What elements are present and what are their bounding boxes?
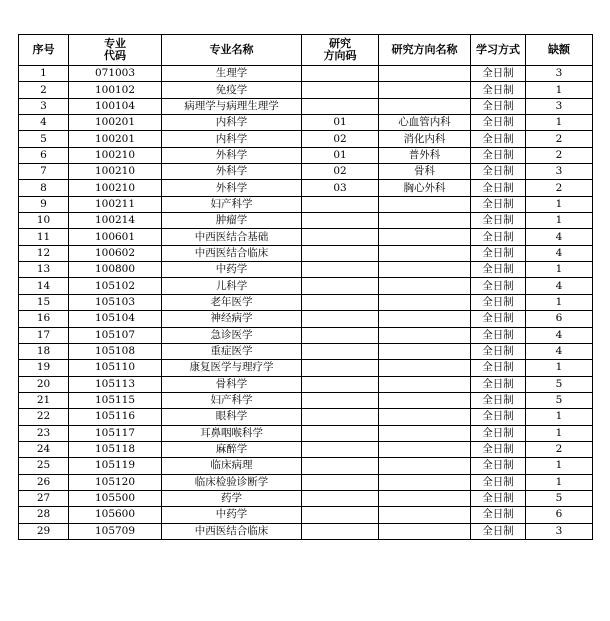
cell-major-code: 105110 — [69, 360, 162, 376]
table-row — [19, 441, 593, 457]
header-study-mode: 学习方式 — [471, 35, 526, 66]
table-row — [19, 245, 593, 261]
cell-vacancies: 5 — [526, 376, 593, 392]
cell-serial-number: 21 — [19, 392, 69, 408]
cell-study-mode: 全日制 — [471, 196, 526, 212]
cell-major-name: 眼科学 — [162, 409, 302, 425]
cell-major-name: 临床病理 — [162, 458, 302, 474]
cell-major-code: 105115 — [69, 392, 162, 408]
cell-vacancies: 2 — [526, 441, 593, 457]
cell-serial-number: 11 — [19, 229, 69, 245]
cell-direction-name — [379, 507, 471, 523]
cell-study-mode: 全日制 — [471, 458, 526, 474]
cell-major-code: 105116 — [69, 409, 162, 425]
cell-major-name: 儿科学 — [162, 278, 302, 294]
cell-vacancies: 2 — [526, 131, 593, 147]
cell-major-name: 肿瘤学 — [162, 213, 302, 229]
cell-major-name: 药学 — [162, 490, 302, 506]
cell-vacancies: 3 — [526, 98, 593, 114]
cell-direction-name — [379, 360, 471, 376]
table-row — [19, 229, 593, 245]
cell-direction-name: 消化内科 — [379, 131, 471, 147]
cell-serial-number: 6 — [19, 147, 69, 163]
cell-vacancies: 1 — [526, 458, 593, 474]
header-major-code-line2: 代码 — [104, 49, 126, 62]
cell-study-mode: 全日制 — [471, 278, 526, 294]
cell-major-code: 105600 — [69, 507, 162, 523]
cell-direction-code — [302, 82, 379, 98]
cell-study-mode: 全日制 — [471, 507, 526, 523]
cell-vacancies: 1 — [526, 262, 593, 278]
table-row — [19, 523, 593, 539]
header-major-name: 专业名称 — [162, 35, 302, 66]
cell-major-name: 外科学 — [162, 164, 302, 180]
cell-serial-number: 23 — [19, 425, 69, 441]
cell-study-mode: 全日制 — [471, 311, 526, 327]
cell-direction-name: 普外科 — [379, 147, 471, 163]
header-row — [19, 35, 593, 66]
cell-major-code: 100102 — [69, 82, 162, 98]
cell-direction-name — [379, 196, 471, 212]
cell-direction-name: 骨科 — [379, 164, 471, 180]
cell-major-code: 105120 — [69, 474, 162, 490]
table-row — [19, 294, 593, 310]
header-major-code-line1: 专业 — [104, 37, 126, 50]
cell-direction-code — [302, 343, 379, 359]
cell-direction-code — [302, 523, 379, 539]
cell-vacancies: 5 — [526, 490, 593, 506]
cell-serial-number: 2 — [19, 82, 69, 98]
cell-direction-code: 01 — [302, 115, 379, 131]
cell-direction-code — [302, 278, 379, 294]
cell-major-code: 105102 — [69, 278, 162, 294]
cell-major-name: 老年医学 — [162, 294, 302, 310]
table-row — [19, 196, 593, 212]
table-row — [19, 164, 593, 180]
cell-major-name: 重症医学 — [162, 343, 302, 359]
cell-direction-code — [302, 458, 379, 474]
table-row — [19, 180, 593, 196]
cell-direction-name — [379, 229, 471, 245]
table-row — [19, 425, 593, 441]
cell-vacancies: 1 — [526, 82, 593, 98]
cell-major-code: 105107 — [69, 327, 162, 343]
cell-study-mode: 全日制 — [471, 474, 526, 490]
cell-major-name: 妇产科学 — [162, 196, 302, 212]
cell-study-mode: 全日制 — [471, 147, 526, 163]
vacancy-table — [18, 34, 593, 540]
cell-serial-number: 19 — [19, 360, 69, 376]
table-row — [19, 343, 593, 359]
cell-major-name: 急诊医学 — [162, 327, 302, 343]
cell-major-name: 中药学 — [162, 262, 302, 278]
cell-major-code: 100210 — [69, 164, 162, 180]
cell-vacancies: 1 — [526, 196, 593, 212]
cell-major-code: 105108 — [69, 343, 162, 359]
cell-study-mode: 全日制 — [471, 164, 526, 180]
cell-major-code: 100104 — [69, 98, 162, 114]
cell-vacancies: 4 — [526, 343, 593, 359]
cell-study-mode: 全日制 — [471, 327, 526, 343]
cell-vacancies: 1 — [526, 409, 593, 425]
cell-major-code: 100602 — [69, 245, 162, 261]
cell-vacancies: 6 — [526, 311, 593, 327]
cell-vacancies: 4 — [526, 327, 593, 343]
cell-direction-name — [379, 294, 471, 310]
cell-major-code: 105500 — [69, 490, 162, 506]
cell-major-name: 病理学与病理生理学 — [162, 98, 302, 114]
cell-major-code: 100214 — [69, 213, 162, 229]
cell-study-mode: 全日制 — [471, 376, 526, 392]
cell-study-mode: 全日制 — [471, 262, 526, 278]
cell-direction-name — [379, 66, 471, 82]
cell-major-name: 麻醉学 — [162, 441, 302, 457]
cell-major-code: 071003 — [69, 66, 162, 82]
cell-direction-code — [302, 294, 379, 310]
cell-major-name: 免疫学 — [162, 82, 302, 98]
cell-direction-name — [379, 441, 471, 457]
table-row — [19, 507, 593, 523]
cell-direction-name — [379, 262, 471, 278]
header-direction-name: 研究方向名称 — [379, 35, 471, 66]
cell-serial-number: 26 — [19, 474, 69, 490]
cell-major-code: 100201 — [69, 131, 162, 147]
cell-direction-code — [302, 66, 379, 82]
cell-direction-code — [302, 98, 379, 114]
cell-serial-number: 5 — [19, 131, 69, 147]
cell-direction-code: 03 — [302, 180, 379, 196]
cell-study-mode: 全日制 — [471, 392, 526, 408]
cell-serial-number: 15 — [19, 294, 69, 310]
table-row — [19, 311, 593, 327]
cell-major-name: 神经病学 — [162, 311, 302, 327]
table-row — [19, 278, 593, 294]
cell-major-name: 中药学 — [162, 507, 302, 523]
cell-direction-name — [379, 425, 471, 441]
table-row — [19, 490, 593, 506]
cell-direction-code: 01 — [302, 147, 379, 163]
cell-vacancies: 1 — [526, 294, 593, 310]
cell-major-name: 临床检验诊断学 — [162, 474, 302, 490]
header-serial-number: 序号 — [19, 35, 69, 66]
cell-serial-number: 24 — [19, 441, 69, 457]
cell-direction-code — [302, 311, 379, 327]
cell-direction-name — [379, 343, 471, 359]
table-row — [19, 392, 593, 408]
cell-major-name: 康复医学与理疗学 — [162, 360, 302, 376]
cell-direction-code — [302, 196, 379, 212]
cell-direction-name — [379, 311, 471, 327]
cell-direction-name — [379, 392, 471, 408]
cell-direction-code — [302, 376, 379, 392]
cell-direction-code — [302, 360, 379, 376]
cell-study-mode: 全日制 — [471, 294, 526, 310]
cell-direction-name — [379, 409, 471, 425]
cell-direction-name — [379, 98, 471, 114]
cell-study-mode: 全日制 — [471, 229, 526, 245]
cell-direction-name — [379, 474, 471, 490]
cell-direction-code — [302, 327, 379, 343]
cell-vacancies: 1 — [526, 115, 593, 131]
cell-serial-number: 13 — [19, 262, 69, 278]
cell-direction-code — [302, 441, 379, 457]
cell-serial-number: 17 — [19, 327, 69, 343]
cell-serial-number: 8 — [19, 180, 69, 196]
cell-study-mode: 全日制 — [471, 82, 526, 98]
cell-study-mode: 全日制 — [471, 490, 526, 506]
cell-direction-code — [302, 507, 379, 523]
cell-serial-number: 20 — [19, 376, 69, 392]
cell-serial-number: 18 — [19, 343, 69, 359]
cell-major-code: 100210 — [69, 180, 162, 196]
cell-direction-code — [302, 262, 379, 278]
cell-serial-number: 16 — [19, 311, 69, 327]
cell-serial-number: 4 — [19, 115, 69, 131]
cell-vacancies: 4 — [526, 245, 593, 261]
table-row — [19, 66, 593, 82]
cell-direction-name — [379, 523, 471, 539]
cell-serial-number: 10 — [19, 213, 69, 229]
cell-direction-name — [379, 327, 471, 343]
cell-direction-name — [379, 376, 471, 392]
header-major-code — [69, 35, 162, 66]
cell-vacancies: 2 — [526, 180, 593, 196]
cell-vacancies: 6 — [526, 507, 593, 523]
cell-study-mode: 全日制 — [471, 343, 526, 359]
cell-serial-number: 29 — [19, 523, 69, 539]
table-row — [19, 82, 593, 98]
table-row — [19, 458, 593, 474]
cell-major-name: 内科学 — [162, 115, 302, 131]
cell-study-mode: 全日制 — [471, 523, 526, 539]
cell-major-name: 骨科学 — [162, 376, 302, 392]
table-row — [19, 98, 593, 114]
cell-vacancies: 2 — [526, 147, 593, 163]
cell-study-mode: 全日制 — [471, 180, 526, 196]
cell-serial-number: 7 — [19, 164, 69, 180]
cell-study-mode: 全日制 — [471, 425, 526, 441]
header-vacancies: 缺额 — [526, 35, 593, 66]
cell-major-code: 105104 — [69, 311, 162, 327]
cell-major-code: 100201 — [69, 115, 162, 131]
table-row — [19, 474, 593, 490]
cell-major-name: 生理学 — [162, 66, 302, 82]
cell-major-code: 100210 — [69, 147, 162, 163]
cell-major-name: 外科学 — [162, 147, 302, 163]
cell-direction-code — [302, 474, 379, 490]
cell-serial-number: 9 — [19, 196, 69, 212]
cell-study-mode: 全日制 — [471, 66, 526, 82]
cell-direction-code — [302, 245, 379, 261]
cell-study-mode: 全日制 — [471, 360, 526, 376]
cell-direction-code — [302, 392, 379, 408]
cell-serial-number: 14 — [19, 278, 69, 294]
cell-direction-code — [302, 213, 379, 229]
cell-major-code: 100211 — [69, 196, 162, 212]
table-body — [19, 66, 593, 540]
cell-direction-name — [379, 245, 471, 261]
cell-study-mode: 全日制 — [471, 213, 526, 229]
cell-major-code: 100800 — [69, 262, 162, 278]
table-row — [19, 131, 593, 147]
header-direction-code-line2: 方向码 — [323, 49, 357, 62]
cell-major-code: 105118 — [69, 441, 162, 457]
cell-vacancies: 3 — [526, 164, 593, 180]
cell-serial-number: 27 — [19, 490, 69, 506]
cell-direction-code — [302, 425, 379, 441]
cell-serial-number: 28 — [19, 507, 69, 523]
cell-study-mode: 全日制 — [471, 131, 526, 147]
header-direction-code — [302, 35, 379, 66]
cell-study-mode: 全日制 — [471, 98, 526, 114]
cell-direction-name — [379, 490, 471, 506]
table-row — [19, 213, 593, 229]
cell-study-mode: 全日制 — [471, 441, 526, 457]
cell-direction-name — [379, 213, 471, 229]
cell-major-code: 105709 — [69, 523, 162, 539]
cell-vacancies: 1 — [526, 213, 593, 229]
cell-serial-number: 12 — [19, 245, 69, 261]
cell-major-name: 中西医结合基础 — [162, 229, 302, 245]
table-row — [19, 327, 593, 343]
cell-major-code: 105119 — [69, 458, 162, 474]
cell-direction-name: 心血管内科 — [379, 115, 471, 131]
table-row — [19, 376, 593, 392]
table-row — [19, 360, 593, 376]
cell-vacancies: 1 — [526, 360, 593, 376]
cell-vacancies: 4 — [526, 229, 593, 245]
cell-direction-code: 02 — [302, 131, 379, 147]
cell-major-name: 中西医结合临床 — [162, 245, 302, 261]
cell-major-code: 105103 — [69, 294, 162, 310]
cell-direction-name — [379, 278, 471, 294]
cell-major-name: 内科学 — [162, 131, 302, 147]
table-row — [19, 115, 593, 131]
cell-study-mode: 全日制 — [471, 245, 526, 261]
cell-serial-number: 3 — [19, 98, 69, 114]
cell-major-code: 105113 — [69, 376, 162, 392]
cell-vacancies: 5 — [526, 392, 593, 408]
cell-serial-number: 1 — [19, 66, 69, 82]
cell-direction-name — [379, 458, 471, 474]
cell-direction-code — [302, 409, 379, 425]
cell-vacancies: 1 — [526, 474, 593, 490]
cell-serial-number: 25 — [19, 458, 69, 474]
cell-direction-name — [379, 82, 471, 98]
cell-major-code: 100601 — [69, 229, 162, 245]
cell-direction-code: 02 — [302, 164, 379, 180]
cell-major-code: 105117 — [69, 425, 162, 441]
table-row — [19, 262, 593, 278]
cell-major-name: 中西医结合临床 — [162, 523, 302, 539]
table-row — [19, 147, 593, 163]
cell-vacancies: 1 — [526, 425, 593, 441]
cell-study-mode: 全日制 — [471, 115, 526, 131]
cell-major-name: 妇产科学 — [162, 392, 302, 408]
cell-study-mode: 全日制 — [471, 409, 526, 425]
cell-major-name: 耳鼻咽喉科学 — [162, 425, 302, 441]
cell-serial-number: 22 — [19, 409, 69, 425]
cell-direction-code — [302, 490, 379, 506]
cell-direction-name: 胸心外科 — [379, 180, 471, 196]
header-direction-code-line1: 研究 — [329, 37, 351, 50]
cell-vacancies: 3 — [526, 66, 593, 82]
cell-direction-code — [302, 229, 379, 245]
cell-vacancies: 4 — [526, 278, 593, 294]
cell-major-name: 外科学 — [162, 180, 302, 196]
table-row — [19, 409, 593, 425]
cell-vacancies: 3 — [526, 523, 593, 539]
